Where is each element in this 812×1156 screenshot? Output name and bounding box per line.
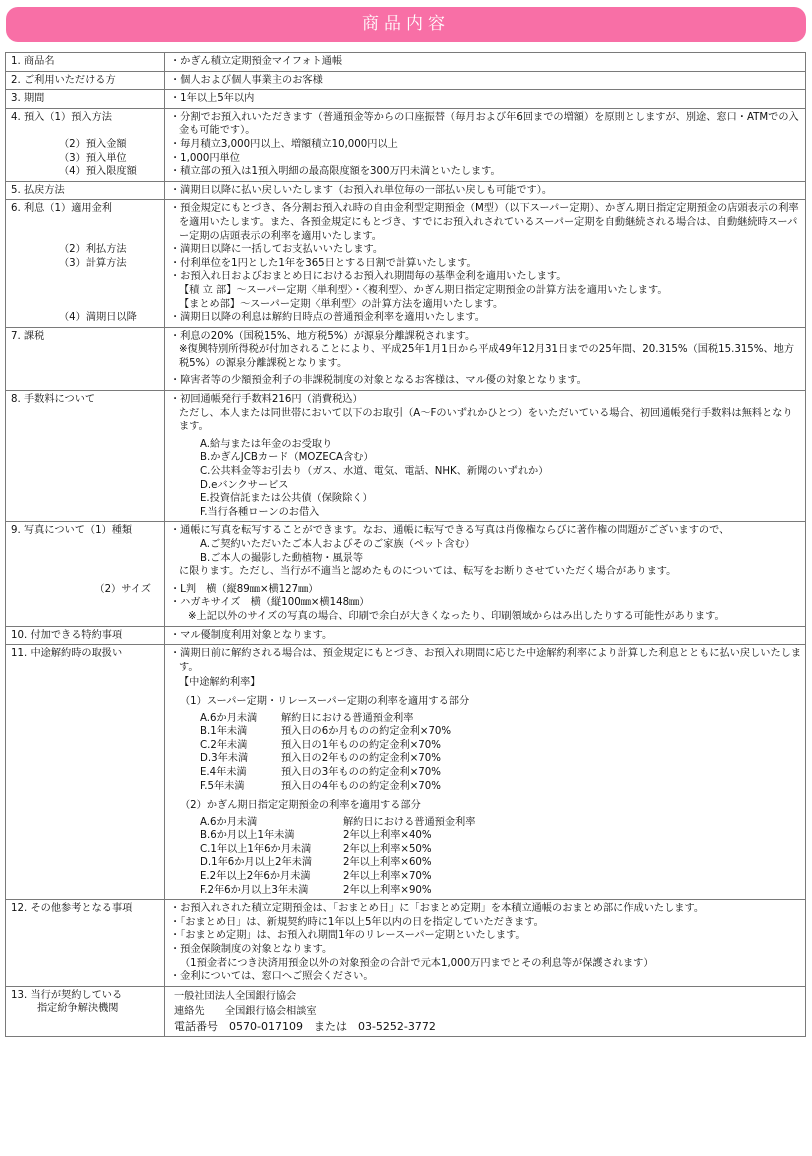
rate-table-row — [170, 856, 802, 870]
section-title-banner — [6, 7, 806, 42]
spec-row-deposit — [6, 108, 806, 181]
rate-formula: 預入日の2年ものの約定金利×70% — [281, 753, 441, 765]
rate-table-row — [170, 870, 802, 884]
row-label: 4. 預入（1）預入方法 （2）預入金額 （3）預入単位 （4）預入限度額 — [6, 108, 165, 181]
rate-table-super-teiki — [170, 712, 802, 794]
rate-table-row — [170, 780, 802, 794]
rate-period: F.2年6か月以上3年未満 — [200, 884, 309, 896]
row-value: ・利息の20%（国税15%、地方税5%）が源泉分離課税されます。 ※復興特別所得税が付加されることにより、平成25年1月1日から平成49年12月31日までの25年間、20.315%（国税15.315%、地方税5%）の源泉分離課税となります。 ・障害者等の少額預金利子の非課税制度の対象となるお客様は、マル優の対象となります。 — [165, 327, 806, 390]
rate-table-row — [170, 712, 802, 726]
row-value: ・マル優制度利用対象となります。 — [165, 626, 806, 645]
row-value: ・個人および個人事業主のお客様 — [165, 71, 806, 90]
row-value: 一般社団法人全国銀行協会 連絡先 全国銀行協会相談室 電話番号 0570-017109 または 03-5252-3772 — [165, 986, 806, 1036]
rate-formula: 2年以上利率×70% — [343, 871, 432, 883]
rate-period: B.1年未満 — [200, 726, 248, 738]
row-label: 3. 期間 — [6, 90, 165, 109]
rate-formula: 預入日の1年ものの約定金利×70% — [281, 739, 441, 751]
rate-formula: 解約日における普通預金利率 — [343, 816, 476, 828]
rate-table-row — [170, 725, 802, 739]
row-value: ・お預入れされた積立定期預金は、「おまとめ日」に「おまとめ定期」を本積立通帳のおまとめ部に作成いたします。 ・「おまとめ日」は、新規契約時に1年以上5年以内の日を指定していただきます。 ・「おまとめ定期」は、お預入れ期間1年のリレースーパー定期といたします。 ・預金保険制度の対象となります。 （1預金者につき決済用預金以外の対象預金の合計で元本1,000万円までとその利息等が保護されます） ・金利については、窓口へご照会ください。 — [165, 900, 806, 987]
rate-period: A.6か月未満 — [200, 816, 258, 828]
rate-formula: 2年以上利率×90% — [343, 884, 432, 896]
spec-row-early-cancellation — [6, 645, 806, 900]
rate-period: E.2年以上2年6か月未満 — [200, 871, 311, 883]
spec-row-interest — [6, 200, 806, 327]
rate-formula: 預入日の6か月ものの約定金利×70% — [281, 726, 452, 738]
rate-formula: 預入日の3年ものの約定金利×70% — [281, 766, 441, 778]
rate-formula: 解約日における普通預金利率 — [281, 712, 414, 724]
rate-table-row — [170, 739, 802, 753]
spec-row-withdrawal — [6, 181, 806, 200]
row-label: 10. 付加できる特約事項 — [6, 626, 165, 645]
spec-row-other-notes — [6, 900, 806, 987]
spec-row-period — [6, 90, 806, 109]
row-value: ・満期日前に解約される場合は、預金規定にもとづき、お預入れ期間に応じた中途解約利率により計算した利息とともに払い戻しいたします。 【中途解約利率】 （1）スーパー定期・リレースーパー定期の利率を適用する部分 A.6か月未満 解約日における普通預金利率 B.1年未満 預入日の6か月ものの約定金利×70% C.2年未満 預入日の1年ものの約定金利×70% D.3年未満 預入日の2年ものの約定金利×70% E.4年未満 預入日の3年ものの約定金利×70% F.5年未満 預入日の4年ものの約定金利×70% （2）かぎん期日指定定期預金の利率を適用する部分 A.6か月未満 解約日における普通預金利率 B.6か月以上1年未満 2年以上利率×40% C.1年以上1年6か月未満 2年以上利率×50% D.1年6か月以上2年未満 2年以上利率×60% E.2年以上2年6か月未満 2年以上利率×70% F.2年6か月以上3年未満 2年以上利率×90% — [165, 645, 806, 900]
row-value: ・かぎん積立定期預金マイフォト通帳 — [165, 53, 806, 72]
rate-table-row — [170, 752, 802, 766]
rate-period: D.3年未満 — [200, 753, 249, 765]
row-value: ・預金規定にもとづき、各分割お預入れ時の自由金利型定期預金（M型）（以下スーパー定期）、かぎん期日指定定期預金の店頭表示の利率を適用いたします。また、各預金規定にもとづき、すでにお預入れされているスーパー定期を自動継続される場合は、自動継続時スーパー定期の店頭表示の利率を適用いたします。 ・満期日以降に一括してお支払いいたします。 ・付利単位を1円とした1年を365日とする日割で計算いたします。 ・お預入れ日およびおまとめ日におけるお預入れ期間毎の基準金利を適用いたします。 【積 立 部】〜スーパー定期〈単利型〉・〈複利型〉、かぎん期日指定定期預金の計算方法を適用いたします。 【まとめ部】〜スーパー定期〈単利型〉の計算方法を適用いたします。 ・満期日以降の利息は解約日時点の普通預金利率を適用いたします。 — [165, 200, 806, 327]
spec-row-eligible — [6, 71, 806, 90]
row-value: ・分割でお預入れいただきます（普通預金等からの口座振替（毎月および年6回までの増額）を原則としますが、別途、窓口・ATMでの入金も可能です）。 ・毎月積立3,000円以上、増額積立10,000円以上 ・1,000円単位 ・積立部の預入は1預入明細の最高限度額を300万円未満といたします。 — [165, 108, 806, 181]
row-label: 11. 中途解約時の取扱い — [6, 645, 165, 900]
row-value: ・1年以上5年以内 — [165, 90, 806, 109]
product-spec-table — [5, 52, 806, 1037]
row-label: 2. ご利用いただける方 — [6, 71, 165, 90]
row-label: 9. 写真について（1）種類 （2）サイズ — [6, 522, 165, 626]
rate-period: F.5年未満 — [200, 780, 245, 792]
rate-period: D.1年6か月以上2年未満 — [200, 857, 313, 869]
row-value: ・満期日以降に払い戻しいたします（お預入れ単位毎の一部払い戻しも可能です）。 — [165, 181, 806, 200]
rate-table-row — [170, 816, 802, 830]
rate-formula: 2年以上利率×60% — [343, 857, 432, 869]
row-label: 1. 商品名 — [6, 53, 165, 72]
rate-formula: 2年以上利率×50% — [343, 843, 432, 855]
section-title: 商品内容 — [362, 14, 450, 34]
spec-row-tax — [6, 327, 806, 390]
row-value: ・通帳に写真を転写することができます。なお、通帳に転写できる写真は肖像権ならびに著作権の問題がございますので、 A.ご契約いただいたご本人およびそのご家族（ペット含む） B.ご本人の撮影した動植物・風景等 に限ります。ただし、当行が不適当と認めたものについては、転写をお断りさせていただく場合があります。 ・L判 横（縦89㎜×横127㎜） ・ハガキサイズ 横（縦100㎜×横148㎜） ※上記以外のサイズの写真の場合、印刷で余白が大きくなったり、印刷領域からはみ出したりする可能性があります。 — [165, 522, 806, 626]
rate-formula: 預入日の4年ものの約定金利×70% — [281, 780, 441, 792]
rate-period: C.1年以上1年6か月未満 — [200, 843, 312, 855]
rate-table-row — [170, 829, 802, 843]
spec-row-dispute-resolution — [6, 986, 806, 1036]
row-label: 13. 当行が契約している 指定紛争解決機関 — [6, 986, 165, 1036]
rate-period: E.4年未満 — [200, 766, 247, 778]
spec-row-fee — [6, 391, 806, 522]
rate-period: A.6か月未満 — [200, 712, 258, 724]
spec-row-product-name — [6, 53, 806, 72]
rate-formula: 2年以上利率×40% — [343, 830, 432, 842]
rate-period: B.6か月以上1年未満 — [200, 830, 295, 842]
rate-table-row — [170, 766, 802, 780]
spec-row-photo — [6, 522, 806, 626]
rate-table-row — [170, 884, 802, 898]
rate-period: C.2年未満 — [200, 739, 248, 751]
row-value: ・初回通帳発行手数料216円（消費税込） ただし、本人または同世帯において以下のお取引（A〜Fのいずれかひとつ）をいただいている場合、初回通帳発行手数料は無料となります。 A.給与または年金のお受取り B.かぎんJCBカード（MOZECA含む） C.公共料金等お引去り（ガス、水道、電気、電話、NHK、新聞のいずれか） D.eバンクサービス E.投資信託または公共債（保険除く） F.当行各種ローンのお借入 — [165, 391, 806, 522]
row-label: 6. 利息（1）適用金利 （2）利払方法 （3）計算方法 （4）満期日以降 — [6, 200, 165, 327]
row-label: 12. その他参考となる事項 — [6, 900, 165, 987]
row-label: 7. 課税 — [6, 327, 165, 390]
row-label: 5. 払戻方法 — [6, 181, 165, 200]
row-label: 8. 手数料について — [6, 391, 165, 522]
spec-row-special-terms — [6, 626, 806, 645]
rate-table-row — [170, 843, 802, 857]
rate-table-kijitsu-shitei — [170, 816, 802, 898]
